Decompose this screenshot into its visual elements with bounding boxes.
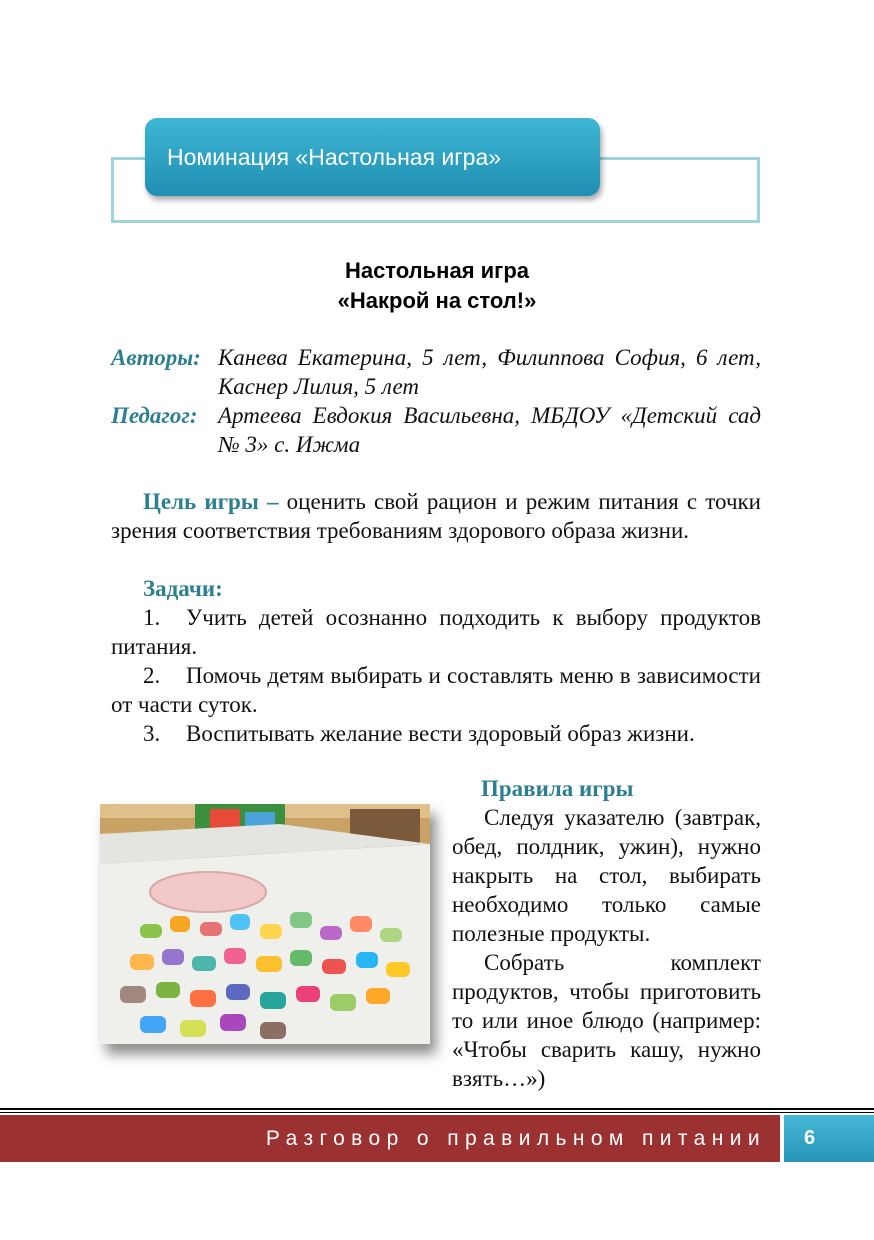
goal-paragraph [111,487,761,545]
page-number-box [784,1115,874,1162]
rules-paragraph-2: Собрать комплект продуктов, чтобы приготовить то или иное блюдо (например: «Чтобы сварить кашу, нужно взять…») [452,950,761,1091]
task-item [111,661,761,719]
page-number: 6 [804,1127,816,1149]
tasks-heading: Задачи: [143,576,223,601]
task-number: 1. [143,605,161,630]
task-text: Воспитывать желание вести здоровый образ жизни. [186,721,695,746]
authors-text: Канева Екатерина, 5 лет, Филиппова София, 6 лет, Каснер Лилия, 5 лет [218,345,761,399]
footer-title: Разговор о правильном питании [265,1126,766,1150]
goal-label: Цель игры – [143,489,279,514]
task-number: 2. [143,663,161,688]
task-text: Помочь детям выбирать и составлять меню в зависимости от части суток. [111,663,761,717]
teacher-block [111,401,761,459]
task-item [111,719,761,748]
task-item [111,603,761,661]
nomination-tab [145,118,600,196]
game-photo [100,804,430,1044]
task-text: Учить детей осознанно подходить к выбору продуктов питания. [111,605,761,659]
footer-divider [0,1108,874,1110]
goal-text: оценить свой рацион и режим питания с точки зрения соответствия требованиям здорового образа жизни. [111,489,761,543]
footer-bar [0,1115,780,1162]
game-title-line2: «Накрой на стол!» [337,288,537,313]
authors-block [111,343,761,401]
task-number: 3. [143,721,161,746]
teacher-label: Педагог: [111,403,198,428]
teacher-text: Артеева Евдокия Васильевна, МБДОУ «Детский сад № 3» с. Ижма [218,403,761,457]
authors-label: Авторы: [111,345,201,370]
nomination-label: Номинация «Настольная игра» [167,143,502,170]
footer-divider-thin [0,1112,874,1113]
rules-heading: Правила игры [481,776,634,801]
rules-paragraph-1: Следуя указателю (завтрак, обед, полдник, ужин), нужно накрыть на стол, выбирать необходимо только самые полезные продукты. [452,805,761,946]
game-title-line1: Настольная игра [344,258,530,283]
game-photo-illustration [100,804,430,1044]
